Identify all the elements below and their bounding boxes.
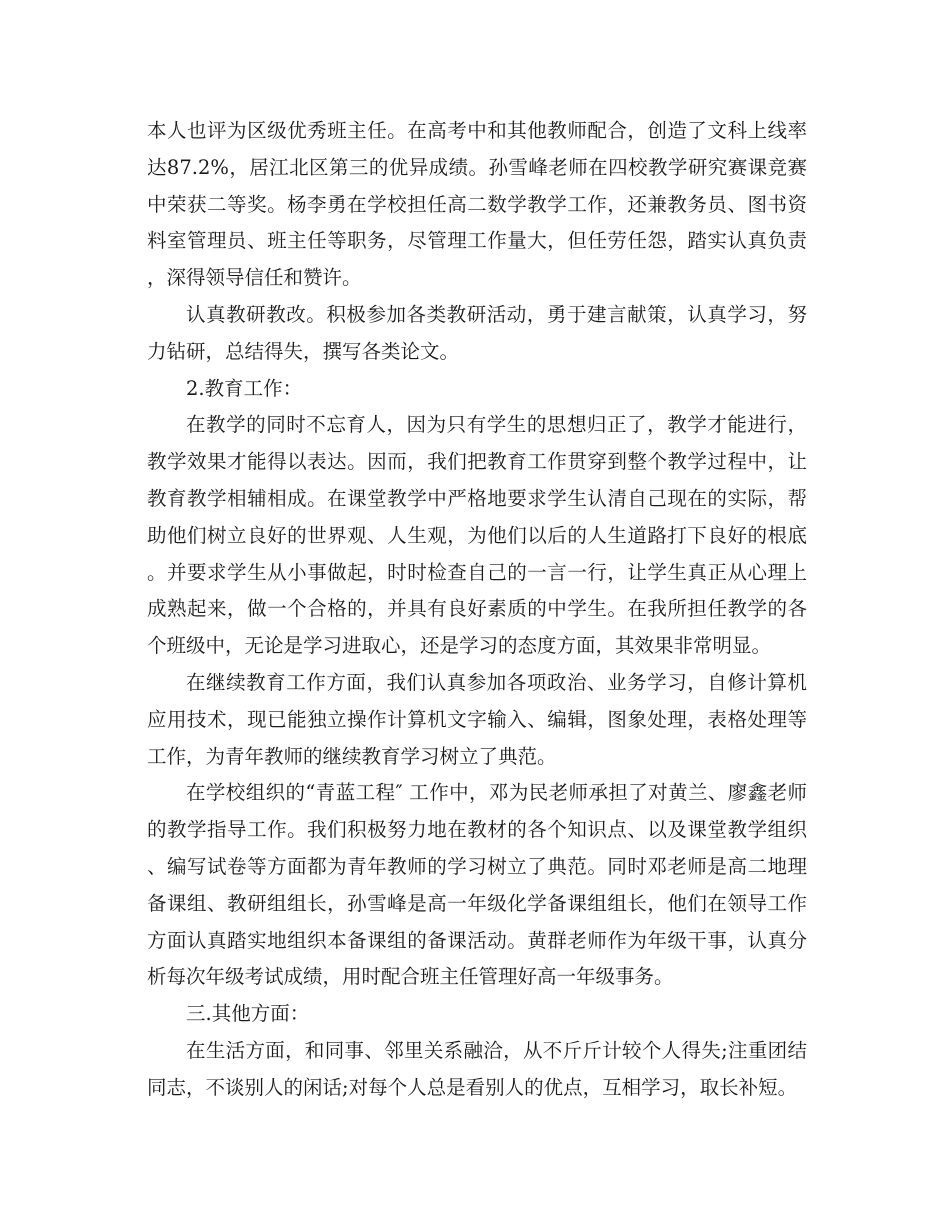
paragraph-continued: 本人也评为区级优秀班主任。在高考中和其他教师配合，创造了文科上线率达87.2%，居江北区第三的优异成绩。孙雪峰老师在四校教学研究赛课竞赛中荣获二等奖。杨李勇在学校担任高二数学教学工作，还兼教务员、图书资料室管理员、班主任等职务，尽管理工作量大，但任劳任怨，踏实认真负责，深得领导信任和赞许。 bbox=[147, 119, 807, 290]
section-heading-education-work: 2.教育工作： bbox=[186, 376, 303, 400]
paragraph-education-work: 在教学的同时不忘育人，因为只有学生的思想归正了，教学才能进行，教学效果才能得以表达。因而，我们把教育工作贯穿到整个教学过程中，让教育教学相辅相成。在课堂教学中严格地要求学生认清自己现在的实际，帮助他们树立良好的世界观、人生观，为他们以后的人生道路打下良好的根底。并要求学生从小事做起，时时检查自己的一言一行，让学生真正从心理上成熟起来，做一个合格的，并具有良好素质的中学生。在我所担任教学的各个班级中，无论是学习进取心，还是学习的态度方面，其效果非常明显。 bbox=[147, 413, 807, 658]
paragraph-continuing-education: 在继续教育工作方面，我们认真参加各项政治、业务学习，自修计算机应用技术，现已能独立操作计算机文字输入、编辑，图象处理，表格处理等工作，为青年教师的继续教育学习树立了典范。 bbox=[147, 670, 807, 768]
document-body bbox=[147, 113, 807, 1107]
paragraph-teaching-research: 认真教研教改。积极参加各类教研活动，勇于建言献策，认真学习，努力钻研，总结得失，撰写各类论文。 bbox=[147, 302, 807, 363]
section-heading-other-aspects: 三.其他方面： bbox=[186, 1002, 310, 1026]
paragraph-daily-life: 在生活方面，和同事、邻里关系融洽，从不斤斤计较个人得失;注重团结同志，不谈别人的闲话;对每个人总是看别人的优点，互相学习，取长补短。 bbox=[147, 1038, 807, 1099]
paragraph-qinglan-project: 在学校组织的“青蓝工程″ 工作中，邓为民老师承担了对黄兰、廖鑫老师的教学指导工作。我们积极努力地在教材的各个知识点、以及课堂教学组织、编写试卷等方面都为青年教师的学习树立了典范。同时邓老师是高二地理备课组、教研组组长，孙雪峰是高一年级化学备课组组长，他们在领导工作方面认真踏实地组织本备课组的备课活动。黄群老师作为年级干事，认真分析每次年级考试成绩，用时配合班主任管理好高一年级事务。 bbox=[147, 781, 807, 989]
